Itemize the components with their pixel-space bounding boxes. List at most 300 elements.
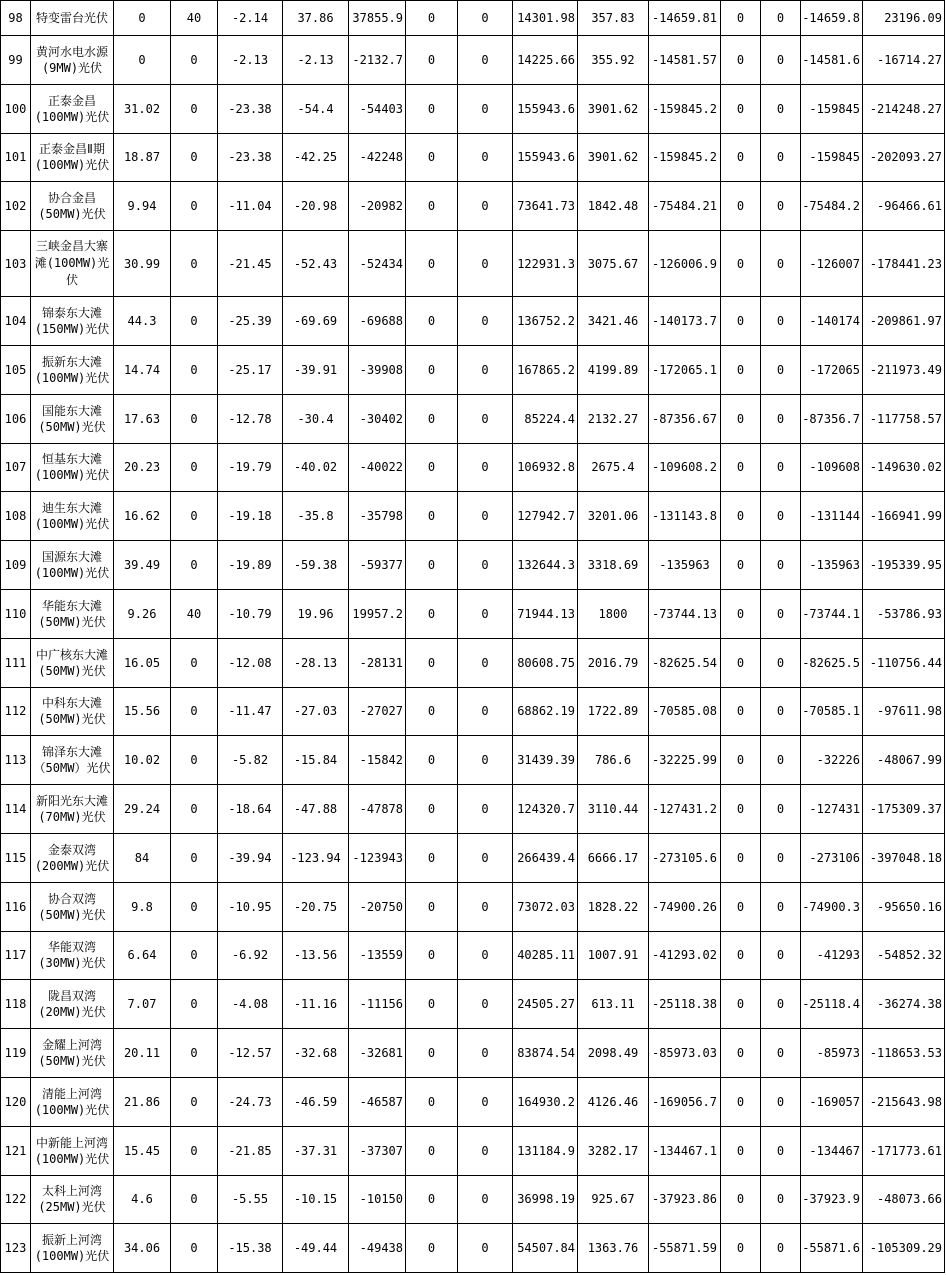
value-cell-14: -53786.93 (863, 590, 945, 638)
value-cell-2: 0 (171, 785, 218, 833)
value-cell-14: -202093.27 (863, 134, 945, 182)
value-cell-1: 84 (114, 834, 171, 882)
value-cell-1: 34.06 (114, 1224, 171, 1272)
value-cell-6: 0 (406, 395, 458, 443)
value-cell-2: 0 (171, 492, 218, 540)
value-cell-6: 0 (406, 297, 458, 345)
station-name-cell (31, 1078, 114, 1126)
station-name-line: 国能东大滩 (41, 403, 102, 418)
value-cell-1: 30.99 (114, 231, 171, 296)
value-cell-8: 131184.9 (513, 1127, 578, 1175)
value-cell-12: 0 (761, 1, 801, 35)
value-cell-4: -49.44 (283, 1224, 349, 1272)
value-cell-4: -27.03 (283, 688, 349, 736)
value-cell-3: -6.92 (218, 932, 283, 980)
value-cell-2: 0 (171, 834, 218, 882)
value-cell-9: 355.92 (578, 36, 649, 84)
value-cell-5: -28131 (349, 639, 406, 687)
value-cell-12: 0 (761, 932, 801, 980)
station-name-line: (50MW)光伏 (38, 663, 106, 678)
value-cell-7: 0 (458, 932, 513, 980)
station-name-cell (31, 883, 114, 931)
table-row (1, 1029, 945, 1078)
value-cell-7: 0 (458, 1029, 513, 1077)
value-cell-13: -172065 (801, 346, 863, 394)
value-cell-3: -25.39 (218, 297, 283, 345)
value-cell-9: 357.83 (578, 1, 649, 35)
value-cell-3: -19.18 (218, 492, 283, 540)
value-cell-7: 0 (458, 1224, 513, 1272)
value-cell-10: -127431.2 (649, 785, 721, 833)
station-name-cell (31, 395, 114, 443)
value-cell-2: 0 (171, 1029, 218, 1077)
station-name-line: 华能东大滩 (41, 598, 102, 613)
value-cell-8: 83874.54 (513, 1029, 578, 1077)
value-cell-7: 0 (458, 395, 513, 443)
value-cell-9: 3901.62 (578, 85, 649, 133)
station-name-line: 正泰金昌 (47, 93, 96, 108)
value-cell-8: 155943.6 (513, 134, 578, 182)
value-cell-12: 0 (761, 1224, 801, 1272)
value-cell-4: -59.38 (283, 541, 349, 589)
value-cell-5: -49438 (349, 1224, 406, 1272)
station-name-line: 三峡金昌大寨 (35, 239, 108, 254)
value-cell-13: -134467 (801, 1127, 863, 1175)
row-index-cell: 118 (1, 980, 31, 1028)
row-index-cell: 122 (1, 1176, 31, 1224)
value-cell-10: -159845.2 (649, 134, 721, 182)
station-name-line: (150MW)光伏 (34, 322, 110, 337)
value-cell-2: 0 (171, 85, 218, 133)
value-cell-12: 0 (761, 1127, 801, 1175)
value-cell-8: 124320.7 (513, 785, 578, 833)
value-cell-2: 0 (171, 883, 218, 931)
value-cell-11: 0 (721, 932, 761, 980)
station-name-line: 中科东大滩 (41, 696, 102, 711)
value-cell-1: 16.62 (114, 492, 171, 540)
value-cell-8: 36998.19 (513, 1176, 578, 1224)
value-cell-3: -10.95 (218, 883, 283, 931)
value-cell-11: 0 (721, 590, 761, 638)
row-index-cell: 99 (1, 36, 31, 84)
station-name-cell (31, 834, 114, 882)
row-index-cell: 119 (1, 1029, 31, 1077)
value-cell-9: 4199.89 (578, 346, 649, 394)
table-row (1, 1078, 945, 1127)
value-cell-3: -12.78 (218, 395, 283, 443)
value-cell-3: -18.64 (218, 785, 283, 833)
value-cell-10: -85973.03 (649, 1029, 721, 1077)
table-row (1, 834, 945, 883)
row-index-cell: 117 (1, 932, 31, 980)
station-name-cell (31, 231, 114, 296)
value-cell-5: -39908 (349, 346, 406, 394)
row-index-cell: 107 (1, 444, 31, 492)
value-cell-14: -397048.18 (863, 834, 945, 882)
value-cell-7: 0 (458, 182, 513, 230)
station-name-line: (100MW)光伏 (34, 1151, 110, 1166)
value-cell-8: 164930.2 (513, 1078, 578, 1126)
value-cell-11: 0 (721, 231, 761, 296)
value-cell-1: 20.23 (114, 444, 171, 492)
value-cell-9: 3201.06 (578, 492, 649, 540)
value-cell-12: 0 (761, 1029, 801, 1077)
value-cell-14: -171773.61 (863, 1127, 945, 1175)
station-name-line: 迪生东大滩 (41, 501, 102, 516)
value-cell-8: 122931.3 (513, 231, 578, 296)
value-cell-5: -2132.7 (349, 36, 406, 84)
station-name-line: 国源东大滩 (41, 550, 102, 565)
table-row (1, 932, 945, 981)
value-cell-14: -95650.16 (863, 883, 945, 931)
value-cell-7: 0 (458, 541, 513, 589)
value-cell-13: -169057 (801, 1078, 863, 1126)
value-cell-11: 0 (721, 541, 761, 589)
value-cell-8: 136752.2 (513, 297, 578, 345)
value-cell-5: -40022 (349, 444, 406, 492)
value-cell-3: -2.14 (218, 1, 283, 35)
value-cell-8: 24505.27 (513, 980, 578, 1028)
value-cell-14: -110756.44 (863, 639, 945, 687)
value-cell-7: 0 (458, 1078, 513, 1126)
value-cell-8: 106932.8 (513, 444, 578, 492)
value-cell-13: -82625.5 (801, 639, 863, 687)
value-cell-6: 0 (406, 1, 458, 35)
value-cell-5: -15842 (349, 736, 406, 784)
value-cell-3: -23.38 (218, 134, 283, 182)
value-cell-11: 0 (721, 182, 761, 230)
value-cell-10: -140173.7 (649, 297, 721, 345)
value-cell-7: 0 (458, 297, 513, 345)
station-name-line: （50MW）光伏 (33, 761, 111, 776)
table-row (1, 36, 945, 85)
value-cell-4: -123.94 (283, 834, 349, 882)
value-cell-11: 0 (721, 785, 761, 833)
value-cell-2: 0 (171, 182, 218, 230)
value-cell-9: 6666.17 (578, 834, 649, 882)
station-name-line: (25MW)光伏 (38, 1200, 106, 1215)
station-name-line: 滩(100MW)光 (34, 256, 110, 271)
row-index-cell: 110 (1, 590, 31, 638)
value-cell-10: -126006.9 (649, 231, 721, 296)
value-cell-9: 3282.17 (578, 1127, 649, 1175)
station-name-cell (31, 1224, 114, 1272)
value-cell-1: 18.87 (114, 134, 171, 182)
value-cell-13: -37923.9 (801, 1176, 863, 1224)
value-cell-14: -211973.49 (863, 346, 945, 394)
value-cell-8: 31439.39 (513, 736, 578, 784)
value-cell-3: -19.79 (218, 444, 283, 492)
value-cell-2: 0 (171, 980, 218, 1028)
station-name-cell (31, 980, 114, 1028)
table-row (1, 688, 945, 737)
station-name-line: (100MW)光伏 (34, 517, 110, 532)
value-cell-14: -149630.02 (863, 444, 945, 492)
value-cell-12: 0 (761, 182, 801, 230)
value-cell-8: 68862.19 (513, 688, 578, 736)
value-cell-9: 925.67 (578, 1176, 649, 1224)
value-cell-3: -10.79 (218, 590, 283, 638)
value-cell-1: 17.63 (114, 395, 171, 443)
value-cell-5: -20982 (349, 182, 406, 230)
value-cell-5: -10150 (349, 1176, 406, 1224)
value-cell-1: 15.56 (114, 688, 171, 736)
value-cell-8: 54507.84 (513, 1224, 578, 1272)
value-cell-3: -24.73 (218, 1078, 283, 1126)
value-cell-1: 15.45 (114, 1127, 171, 1175)
value-cell-4: 19.96 (283, 590, 349, 638)
row-index-cell: 113 (1, 736, 31, 784)
value-cell-9: 3110.44 (578, 785, 649, 833)
value-cell-12: 0 (761, 980, 801, 1028)
value-cell-1: 10.02 (114, 736, 171, 784)
station-name-line: 黄河水电水源 (35, 44, 108, 59)
value-cell-2: 0 (171, 688, 218, 736)
row-index-cell: 100 (1, 85, 31, 133)
value-cell-11: 0 (721, 346, 761, 394)
station-name-cell (31, 1, 114, 35)
value-cell-10: -87356.67 (649, 395, 721, 443)
station-name-cell (31, 492, 114, 540)
value-cell-8: 80608.75 (513, 639, 578, 687)
value-cell-4: -20.75 (283, 883, 349, 931)
value-cell-11: 0 (721, 492, 761, 540)
value-cell-11: 0 (721, 36, 761, 84)
value-cell-10: -159845.2 (649, 85, 721, 133)
value-cell-8: 127942.7 (513, 492, 578, 540)
station-name-cell (31, 639, 114, 687)
row-index-cell: 104 (1, 297, 31, 345)
station-name-cell (31, 134, 114, 182)
value-cell-9: 3421.46 (578, 297, 649, 345)
value-cell-13: -75484.2 (801, 182, 863, 230)
value-cell-5: 37855.9 (349, 1, 406, 35)
value-cell-10: -70585.08 (649, 688, 721, 736)
value-cell-9: 3318.69 (578, 541, 649, 589)
value-cell-8: 155943.6 (513, 85, 578, 133)
station-name-cell (31, 36, 114, 84)
value-cell-13: -131144 (801, 492, 863, 540)
value-cell-11: 0 (721, 85, 761, 133)
value-cell-12: 0 (761, 231, 801, 296)
value-cell-4: -30.4 (283, 395, 349, 443)
value-cell-2: 0 (171, 297, 218, 345)
value-cell-8: 73641.73 (513, 182, 578, 230)
value-cell-13: -70585.1 (801, 688, 863, 736)
value-cell-14: -36274.38 (863, 980, 945, 1028)
value-cell-4: -42.25 (283, 134, 349, 182)
table-row (1, 639, 945, 688)
value-cell-8: 14301.98 (513, 1, 578, 35)
value-cell-14: -97611.98 (863, 688, 945, 736)
value-cell-1: 14.74 (114, 346, 171, 394)
value-cell-6: 0 (406, 639, 458, 687)
value-cell-7: 0 (458, 590, 513, 638)
value-cell-2: 0 (171, 231, 218, 296)
station-name-line: 伏 (65, 273, 78, 288)
value-cell-5: -11156 (349, 980, 406, 1028)
table-row (1, 1224, 945, 1273)
value-cell-14: -16714.27 (863, 36, 945, 84)
value-cell-6: 0 (406, 1029, 458, 1077)
value-cell-2: 40 (171, 590, 218, 638)
station-name-line: (100MW)光伏 (34, 370, 110, 385)
value-cell-5: -30402 (349, 395, 406, 443)
value-cell-7: 0 (458, 639, 513, 687)
table-row (1, 1, 945, 36)
station-name-line: (50MW)光伏 (38, 207, 106, 222)
row-index-cell: 109 (1, 541, 31, 589)
station-name-line: 陇昌双湾 (47, 989, 96, 1004)
station-name-cell (31, 182, 114, 230)
value-cell-4: -11.16 (283, 980, 349, 1028)
station-name-line: (100MW)光伏 (34, 468, 110, 483)
station-name-cell (31, 85, 114, 133)
value-cell-3: -2.13 (218, 36, 283, 84)
value-cell-10: -134467.1 (649, 1127, 721, 1175)
table-row (1, 182, 945, 231)
value-cell-4: -15.84 (283, 736, 349, 784)
value-cell-4: -69.69 (283, 297, 349, 345)
value-cell-12: 0 (761, 736, 801, 784)
station-name-cell (31, 444, 114, 492)
value-cell-14: -215643.98 (863, 1078, 945, 1126)
value-cell-11: 0 (721, 1176, 761, 1224)
value-cell-5: -35798 (349, 492, 406, 540)
value-cell-12: 0 (761, 85, 801, 133)
value-cell-7: 0 (458, 36, 513, 84)
value-cell-14: -178441.23 (863, 231, 945, 296)
value-cell-7: 0 (458, 85, 513, 133)
station-name-line: 中广核东大滩 (35, 647, 108, 662)
value-cell-14: -166941.99 (863, 492, 945, 540)
value-cell-13: -126007 (801, 231, 863, 296)
value-cell-4: -46.59 (283, 1078, 349, 1126)
value-cell-1: 9.94 (114, 182, 171, 230)
value-cell-6: 0 (406, 980, 458, 1028)
value-cell-3: -11.47 (218, 688, 283, 736)
value-cell-2: 0 (171, 1078, 218, 1126)
value-cell-8: 85224.4 (513, 395, 578, 443)
value-cell-1: 6.64 (114, 932, 171, 980)
station-name-cell (31, 785, 114, 833)
value-cell-4: -40.02 (283, 444, 349, 492)
value-cell-12: 0 (761, 36, 801, 84)
value-cell-6: 0 (406, 134, 458, 182)
value-cell-10: -172065.1 (649, 346, 721, 394)
value-cell-14: -209861.97 (863, 297, 945, 345)
value-cell-7: 0 (458, 444, 513, 492)
value-cell-11: 0 (721, 980, 761, 1028)
value-cell-9: 2675.4 (578, 444, 649, 492)
value-cell-4: -35.8 (283, 492, 349, 540)
station-name-line: 太科上河湾 (41, 1184, 102, 1199)
station-name-cell (31, 346, 114, 394)
station-name-line: (50MW)光伏 (38, 614, 106, 629)
table-row (1, 444, 945, 493)
station-name-cell (31, 590, 114, 638)
value-cell-1: 4.6 (114, 1176, 171, 1224)
value-cell-7: 0 (458, 1, 513, 35)
value-cell-13: -135963 (801, 541, 863, 589)
value-cell-5: -123943 (349, 834, 406, 882)
value-cell-1: 20.11 (114, 1029, 171, 1077)
value-cell-4: -39.91 (283, 346, 349, 394)
value-cell-9: 3075.67 (578, 231, 649, 296)
value-cell-5: -54403 (349, 85, 406, 133)
station-name-cell (31, 1176, 114, 1224)
row-index-cell: 116 (1, 883, 31, 931)
value-cell-5: -52434 (349, 231, 406, 296)
value-cell-10: -73744.13 (649, 590, 721, 638)
value-cell-14: -195339.95 (863, 541, 945, 589)
value-cell-7: 0 (458, 492, 513, 540)
value-cell-12: 0 (761, 134, 801, 182)
value-cell-3: -21.85 (218, 1127, 283, 1175)
value-cell-11: 0 (721, 834, 761, 882)
value-cell-1: 31.02 (114, 85, 171, 133)
value-cell-1: 44.3 (114, 297, 171, 345)
value-cell-7: 0 (458, 231, 513, 296)
value-cell-8: 266439.4 (513, 834, 578, 882)
value-cell-12: 0 (761, 688, 801, 736)
value-cell-6: 0 (406, 492, 458, 540)
station-name-line: (70MW)光伏 (38, 810, 106, 825)
table-row (1, 231, 945, 297)
value-cell-11: 0 (721, 883, 761, 931)
value-cell-6: 0 (406, 785, 458, 833)
value-cell-12: 0 (761, 395, 801, 443)
value-cell-14: -96466.61 (863, 182, 945, 230)
row-index-cell: 105 (1, 346, 31, 394)
value-cell-4: -28.13 (283, 639, 349, 687)
value-cell-7: 0 (458, 785, 513, 833)
value-cell-2: 0 (171, 932, 218, 980)
value-cell-2: 0 (171, 444, 218, 492)
value-cell-6: 0 (406, 1224, 458, 1272)
station-name-cell (31, 688, 114, 736)
value-cell-5: -42248 (349, 134, 406, 182)
value-cell-4: -52.43 (283, 231, 349, 296)
value-cell-7: 0 (458, 1176, 513, 1224)
station-name-line: 特变雷台光伏 (35, 11, 108, 25)
value-cell-13: -74900.3 (801, 883, 863, 931)
station-name-line: (100MW)光伏 (34, 566, 110, 581)
value-cell-10: -14659.81 (649, 1, 721, 35)
value-cell-8: 167865.2 (513, 346, 578, 394)
value-cell-2: 0 (171, 346, 218, 394)
value-cell-14: -105309.29 (863, 1224, 945, 1272)
value-cell-5: -20750 (349, 883, 406, 931)
value-cell-4: -54.4 (283, 85, 349, 133)
value-cell-2: 0 (171, 1127, 218, 1175)
station-name-line: 振新东大滩 (41, 354, 102, 369)
value-cell-11: 0 (721, 395, 761, 443)
value-cell-14: -118653.53 (863, 1029, 945, 1077)
value-cell-2: 0 (171, 36, 218, 84)
value-cell-6: 0 (406, 736, 458, 784)
value-cell-10: -273105.6 (649, 834, 721, 882)
station-name-line: (9MW)光伏 (41, 60, 103, 75)
value-cell-11: 0 (721, 1127, 761, 1175)
row-index-cell: 101 (1, 134, 31, 182)
station-name-cell (31, 297, 114, 345)
table-row (1, 736, 945, 785)
row-index-cell: 108 (1, 492, 31, 540)
row-index-cell: 115 (1, 834, 31, 882)
value-cell-13: -14581.6 (801, 36, 863, 84)
value-cell-3: -21.45 (218, 231, 283, 296)
